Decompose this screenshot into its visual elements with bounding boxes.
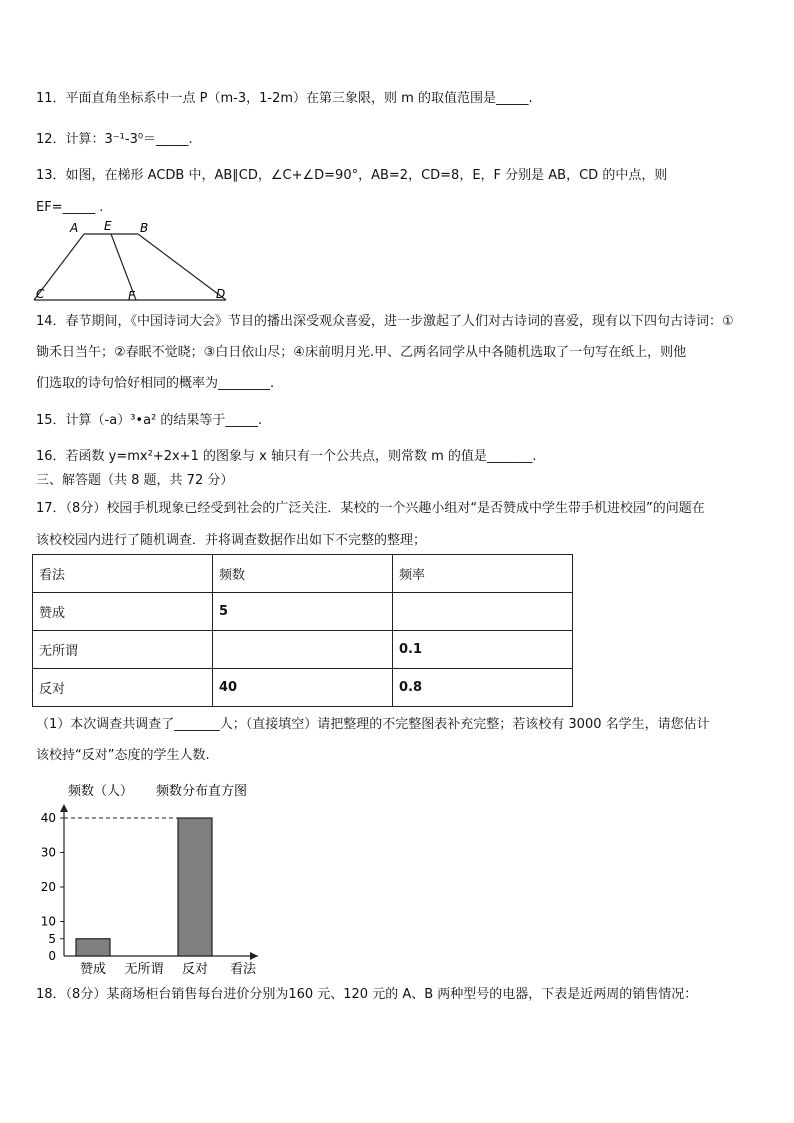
table-cell: 0.1	[393, 631, 573, 669]
label-f: F	[128, 289, 135, 303]
table-cell: 5	[213, 593, 393, 631]
label-c: C	[36, 287, 45, 301]
label-e: E	[104, 219, 112, 233]
table-cell: 0.8	[393, 669, 573, 707]
x-axis-arrow-icon	[250, 952, 258, 960]
question-17-part1-line1: （1）本次调查共调查了_______人；（直接填空）请把整理的不完整图表补充完整；若该校有 3000 名学生，请您估计	[36, 717, 710, 732]
table-cell: 无所谓	[33, 631, 213, 669]
y-axis-arrow-icon	[60, 804, 68, 812]
question-14-line3: 们选取的诗句恰好相同的概率为________.	[36, 376, 275, 391]
question-17-line2: 该校校园内进行了随机调查．并将调查数据作出如下不完整的整理；	[36, 533, 427, 548]
question-13-line2: EF=_____ .	[36, 200, 104, 215]
x-tick-label: 无所谓	[124, 962, 164, 977]
table-header-row	[33, 555, 573, 593]
chart-xlabel: 看法	[230, 962, 257, 977]
chart-ylabel: 频数（人）	[68, 784, 134, 799]
table-cell	[393, 593, 573, 631]
table-cell: 反对	[33, 669, 213, 707]
label-a: A	[70, 221, 79, 235]
question-13-line1: 13．如图，在梯形 ACDB 中，AB∥CD，∠C+∠D=90°，AB=2，CD=8，E，F 分别是 AB，CD 的中点，则	[36, 168, 668, 183]
trapezoid-figure	[30, 218, 240, 304]
question-14-line1: 14．春节期间，《中国诗词大会》节目的播出深受观众喜爱，进一步激起了人们对古诗词的喜爱，现有以下四句古诗词：①	[36, 314, 734, 329]
x-tick-label: 赞成	[79, 962, 107, 977]
y-tick-label: 20	[40, 880, 56, 894]
chart-title: 频数分布直方图	[156, 784, 248, 799]
table-cell: 赞成	[33, 593, 213, 631]
section-3-heading: 三、解答题（共 8 题，共 72 分）	[36, 473, 234, 488]
question-16: 16．若函数 y=mx²+2x+1 的图象与 x 轴只有一个公共点，则常数 m 的值是_______.	[36, 449, 537, 464]
question-14-line2: 锄禾日当午；②春眠不觉晓；③白日依山尽；④床前明月光.甲、乙两名同学从中各随机选取了一句写在纸上，则他	[36, 345, 687, 360]
histogram-bar	[76, 939, 110, 956]
bd-side	[138, 234, 226, 300]
question-18: 18．（8分）某商场柜台销售每台进价分别为160 元、120 元的 A、B 两种型号的电器，下表是近两周的销售情况：	[36, 987, 698, 1002]
question-12: 12．计算：3⁻¹-3⁰＝_____.	[36, 132, 193, 147]
y-tick-label: 0	[48, 949, 56, 963]
label-b: B	[140, 221, 149, 235]
table-cell: 40	[213, 669, 393, 707]
y-tick-label: 30	[40, 845, 56, 860]
table-header-cell: 频数	[213, 555, 393, 593]
table-cell	[213, 631, 393, 669]
table-header-cell: 看法	[33, 555, 213, 593]
x-tick-label: 反对	[181, 962, 209, 977]
histogram-chart	[30, 778, 280, 978]
label-d: D	[216, 287, 226, 301]
question-17-part1-line2: 该校持“反对”态度的学生人数.	[36, 748, 210, 763]
y-tick-label: 40	[40, 811, 56, 825]
table-header-cell: 频率	[393, 555, 573, 593]
histogram-bar	[178, 818, 212, 956]
question-15: 15．计算（-a）³•a² 的结果等于_____.	[36, 413, 263, 428]
y-tick-label: 10	[40, 914, 56, 929]
table-row	[33, 669, 573, 707]
question-11: 11．平面直角坐标系中一点 P（m-3，1-2m）在第三象限，则 m 的取值范围是_____.	[36, 91, 533, 106]
frequency-table	[32, 554, 573, 707]
y-tick-label: 5	[48, 931, 56, 946]
question-17-line1: 17．（8分）校园手机现象已经受到社会的广泛关注．某校的一个兴趣小组对“是否赞成中学生带手机进校园”的问题在	[36, 501, 705, 516]
table-row	[33, 631, 573, 669]
table-row	[33, 593, 573, 631]
